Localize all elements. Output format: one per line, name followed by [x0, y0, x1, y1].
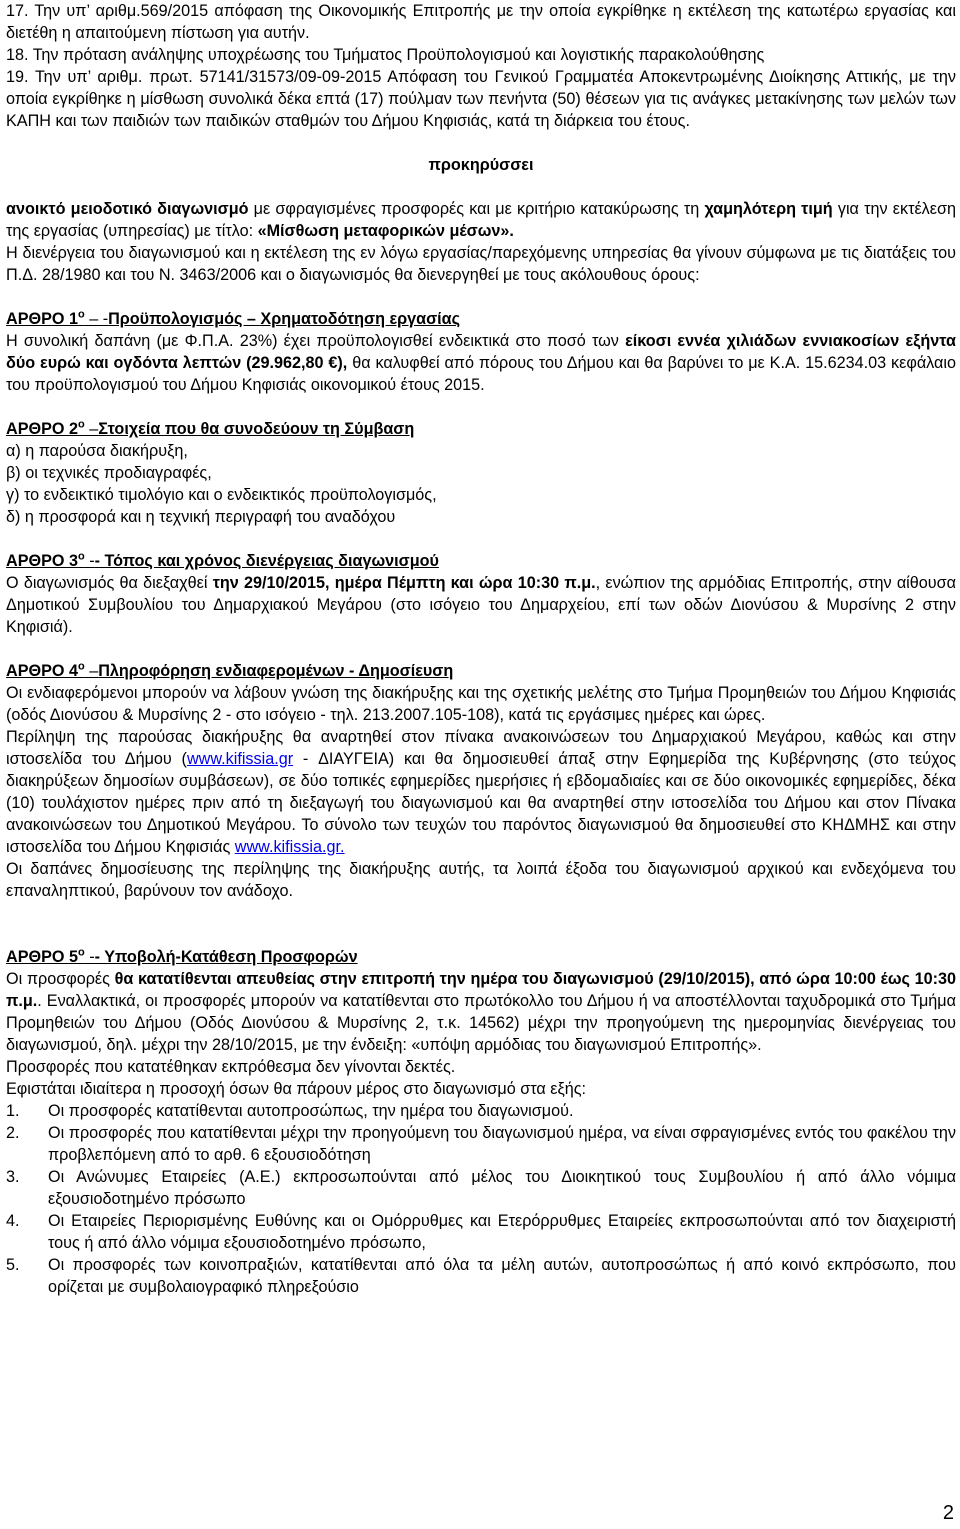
intro-item-18: 18. Την πρόταση ανάληψης υποχρέωσης του Τμήματος Προϋπολογισμού και λογιστικής παρακολούθησης [6, 46, 765, 64]
kifissia-link-2[interactable]: www.kifissia.gr. [234, 838, 345, 856]
article-5-heading [6, 946, 956, 968]
item-number: 3. [6, 1168, 20, 1186]
proclaims-heading: προκηρύσσει [428, 156, 534, 174]
article-3-heading [6, 550, 956, 572]
article-3-text-2: , ενώπιον της αρμόδιας Επιτροπής, στην αίθουσα Δημοτικού Συμβουλίου του Δημαρχιακού Μεγάρου (στο ισόγειο του Δημαρχείου, επί των οδών Διονύσου & Μυρσίνης 2 στην Κηφισιά). [6, 574, 956, 636]
article-1-heading [6, 308, 956, 330]
item-text: Οι Εταιρείες Περιορισμένης Ευθύνης και οι Ομόρρυθμες και Ετερόρρυθμες Εταιρείες εκπροσωπούνται από τον διαχειριστή τους ή από άλλο νόμιμα εξουσιοδοτημένο πρόσωπο, [48, 1212, 956, 1252]
article-4-heading [6, 660, 956, 682]
article-5-text-1: Οι προσφορές [6, 970, 115, 988]
document-page [6, 0, 956, 1298]
numbered-item [6, 1122, 956, 1166]
item-number: 4. [6, 1212, 20, 1230]
article-5-sup: ο [77, 946, 85, 959]
article-4-label: ΑΡΘΡΟ 4 [6, 662, 78, 680]
article-1-text-1: Η συνολική δαπάνη (με Φ.Π.Α. 23%) έχει προϋπολογισθεί ενδεικτικά στο ποσό των [6, 332, 626, 350]
numbered-item [6, 1210, 956, 1254]
article-5-deadline: θα κατατίθενται απευθείας στην επιτροπή την ημέρα του διαγωνισμού (29/10/2015), από ώρα 10:00 έως 10:30 π.μ. [6, 970, 957, 1010]
numbered-item [6, 1100, 956, 1122]
article-1-dash: – - [84, 310, 109, 328]
item-text: Οι Ανώνυμες Εταιρείες (Α.Ε.) εκπροσωπούνται από μέλος του Διοικητικού τους Συμβουλίου ή από άλλο νόμιμα εξουσιοδοτημένο πρόσωπο [48, 1168, 956, 1208]
article-3-date: την 29/10/2015, ημέρα Πέμπτη και ώρα 10:30 π.μ. [212, 574, 596, 592]
article-4-text-b: - ΔΙΑΥΓΕΙΑ) και θα δημοσιευθεί άπαξ στην Εφημερίδα της Κυβέρνησης (στο τεύχος διακηρύξεων δημοσίων συμβάσεων), σε δύο τοπικές εφημερίδες ημερήσιες ή εβδομαδιαίες και σε δύο οικονομικές εφημερίδες, δέκα (10) τουλάχιστον ημέρες πριν από τη διεξαγωγή του διαγωνισμού και θα αναρτηθεί στην ιστοσελίδα του Δήμου και στον Πίνακα ανακοινώσεων του Δημοτικού Μεγάρου. Το σύνολο των τευχών του παρόντος διαγωνισμού θα δημοσιευθεί στο ΚΗΔΜΗΣ και στην ιστοσελίδα του Δήμου Κηφισιάς [6, 750, 956, 856]
item-text: Οι προσφορές κατατίθενται αυτοπροσώπως, την ημέρα του διαγωνισμού. [48, 1102, 574, 1120]
article-3-body [6, 572, 956, 638]
page-number: 2 [942, 1502, 954, 1524]
article-3-label: ΑΡΘΡΟ 3 [6, 552, 78, 570]
numbered-item [6, 1166, 956, 1210]
tender-title: «Μίσθωση μεταφορικών μέσων». [257, 222, 514, 240]
article-2-sup: ο [77, 418, 85, 431]
article-5-text-2: . Εναλλακτικά, οι προσφορές μπορούν να κατατίθενται στο πρωτόκολλο του Δήμου ή να αποστέλλονται ταχυδρομικά στο Τμήμα Προμηθειών του Δήμου (Οδός Διονύσου & Μυρσίνης 2, τ.κ. 14562) μέχρι την προηγούμενη της ημερομηνίας διενέργειας του διαγωνισμού, δηλ. μέχρι την 28/10/2015, με την ένδειξη: «υπόψη αρμόδιας του διαγωνισμού Επιτροπής». [6, 992, 956, 1054]
article-1-label: ΑΡΘΡΟ 1 [6, 310, 78, 328]
article-1-sup: ο [77, 308, 85, 321]
article-5-para-2: Προσφορές που κατατέθηκαν εκπρόθεσμα δεν γίνονται δεκτές. [6, 1058, 456, 1076]
article-2-item: γ) το ενδεικτικό τιμολόγιο και ο ενδεικτικός προϋπολογισμός, [6, 486, 437, 504]
article-1-amount: είκοσι εννέα χιλιάδων εννιακοσίων εξήντα δύο ευρώ και ογδόντα λεπτών (29.962,80 €), [6, 332, 956, 372]
article-2-label: ΑΡΘΡΟ 2 [6, 420, 78, 438]
article-4-text-a: Περίληψη της παρούσας διακήρυξης θα αναρτηθεί στον πίνακα ανακοινώσεων του Δημαρχιακού Μεγάρου, καθώς και στην ιστοσελίδα του Δήμου ( [6, 728, 956, 768]
tender-type: ανοικτό μειοδοτικό διαγωνισμό [6, 200, 249, 218]
article-5-dash: - [84, 948, 95, 966]
article-4-para-2 [6, 726, 956, 858]
intro-item-17: 17. Την υπ’ αριθμ.569/2015 απόφαση της Οικονομικής Επιτροπής με την οποία εγκρίθηκε η εκτέλεση της κατωτέρω εργασίας και διετέθη η απαιτούμενη πίστωση για αυτήν. [6, 2, 956, 42]
item-number: 5. [6, 1256, 20, 1274]
article-3-sup: ο [77, 550, 85, 563]
article-4-title: Πληροφόρηση ενδιαφερομένων - Δημοσίευση [98, 662, 454, 680]
article-2-title: Στοιχεία που θα συνοδεύουν τη Σύμβαση [98, 420, 415, 438]
article-2-item: δ) η προσφορά και η τεχνική περιγραφή του αναδόχου [6, 508, 396, 526]
tender-text-1: με σφραγισμένες προσφορές και με κριτήριο κατακύρωσης τη [248, 200, 705, 218]
article-4-sup: ο [77, 660, 85, 673]
article-1-body [6, 330, 956, 396]
tender-legal-paragraph: Η διενέργεια του διαγωνισμού και η εκτέλεση της εν λόγω εργασίας/παρεχόμενης υπηρεσίας θα γίνουν σύμφωνα με τις διατάξεις του Π.Δ. 28/1980 και του Ν. 3463/2006 και ο διαγωνισμός θα διενεργηθεί με τους ακόλουθους όρους: [6, 244, 956, 284]
article-4-para-1: Οι ενδιαφερόμενοι μπορούν να λάβουν γνώση της διακήρυξης και της σχετικής μελέτης στο Τμήμα Προμηθειών του Δήμου Κηφισιάς (οδός Διονύσου & Μυρσίνης 2 - στο ισόγειο - τηλ. 213.2007.105-108), κατά τις εργάσιμες ημέρες και ώρες. [6, 684, 956, 724]
article-5-para-3: Εφιστάται ιδιαίτερα η προσοχή όσων θα πάρουν μέρος στο διαγωνισμό στα εξής: [6, 1080, 587, 1098]
article-5-label: ΑΡΘΡΟ 5 [6, 948, 78, 966]
article-4-dash: – [84, 662, 99, 680]
kifissia-link[interactable]: www.kifissia.gr [186, 750, 294, 768]
tender-criterion: χαμηλότερη τιμή [704, 200, 833, 218]
article-2-item: α) η παρούσα διακήρυξη, [6, 442, 188, 460]
article-4-para-3: Οι δαπάνες δημοσίευσης της περίληψης της διακήρυξης αυτής, τα λοιπά έξοδα του διαγωνισμού αρχικού και ενδεχόμενα του επαναληπτικού, βαρύνουν τον ανάδοχο. [6, 860, 956, 900]
article-2-item: β) οι τεχνικές προδιαγραφές, [6, 464, 212, 482]
article-1-text-2: θα καλυφθεί από πόρους του Δήμου και θα βαρύνει το με Κ.Α. 15.6234.03 κεφάλαιο του προϋπολογισμού του Δήμου Κηφισιάς οικονομικού έτους 2015. [6, 354, 956, 394]
tender-text-2: για την εκτέλεση της εργασίας (υπηρεσίας) με τίτλο: [6, 200, 956, 240]
article-3-text-1: Ο διαγωνισμός θα διεξαχθεί [6, 574, 213, 592]
item-number: 2. [6, 1124, 20, 1142]
item-text: Οι προσφορές που κατατίθενται μέχρι την προηγούμενη του διαγωνισμού ημέρα, να είναι σφραγισμένες εντός του φακέλου την προβλεπόμενη από το αρθ. 6 εξουσιοδότηση [48, 1124, 956, 1164]
article-1-title: Προϋπολογισμός – Χρηματοδότηση εργασίας [108, 310, 461, 328]
article-3-title: - Τόπος και χρόνος διενέργειας διαγωνισμού [94, 552, 439, 570]
article-3-dash: - [84, 552, 95, 570]
item-text: Οι προσφορές των κοινοπραξιών, κατατίθενται από όλα τα μέλη αυτών, αυτοπροσώπως ή από κοινό εκπρόσωπο, που ορίζεται με συμβολαιογραφικό πληρεξούσιο [48, 1256, 956, 1296]
article-5-title: - Υποβολή-Κατάθεση Προσφορών [94, 948, 358, 966]
item-number: 1. [6, 1102, 20, 1120]
article-5-body [6, 968, 956, 1056]
intro-item-19: 19. Την υπ’ αριθμ. πρωτ. 57141/31573/09-09-2015 Απόφαση του Γενικού Γραμματέα Αποκεντρωμένης Διοίκησης Αττικής, με την οποία εγκρίθηκε η μίσθωση συνολικά δέκα επτά (17) πούλμαν των πενήντα (50) θέσεων για τις ανάγκες μετακίνησης των μελών των ΚΑΠΗ και των παιδιών των παιδικών σταθμών του Δήμου Κηφισιάς, κατά τη διάρκεια του έτους. [6, 68, 956, 130]
article-2-dash: – [84, 420, 99, 438]
article-2-heading [6, 418, 956, 440]
numbered-item [6, 1254, 956, 1298]
tender-paragraph [6, 198, 956, 242]
